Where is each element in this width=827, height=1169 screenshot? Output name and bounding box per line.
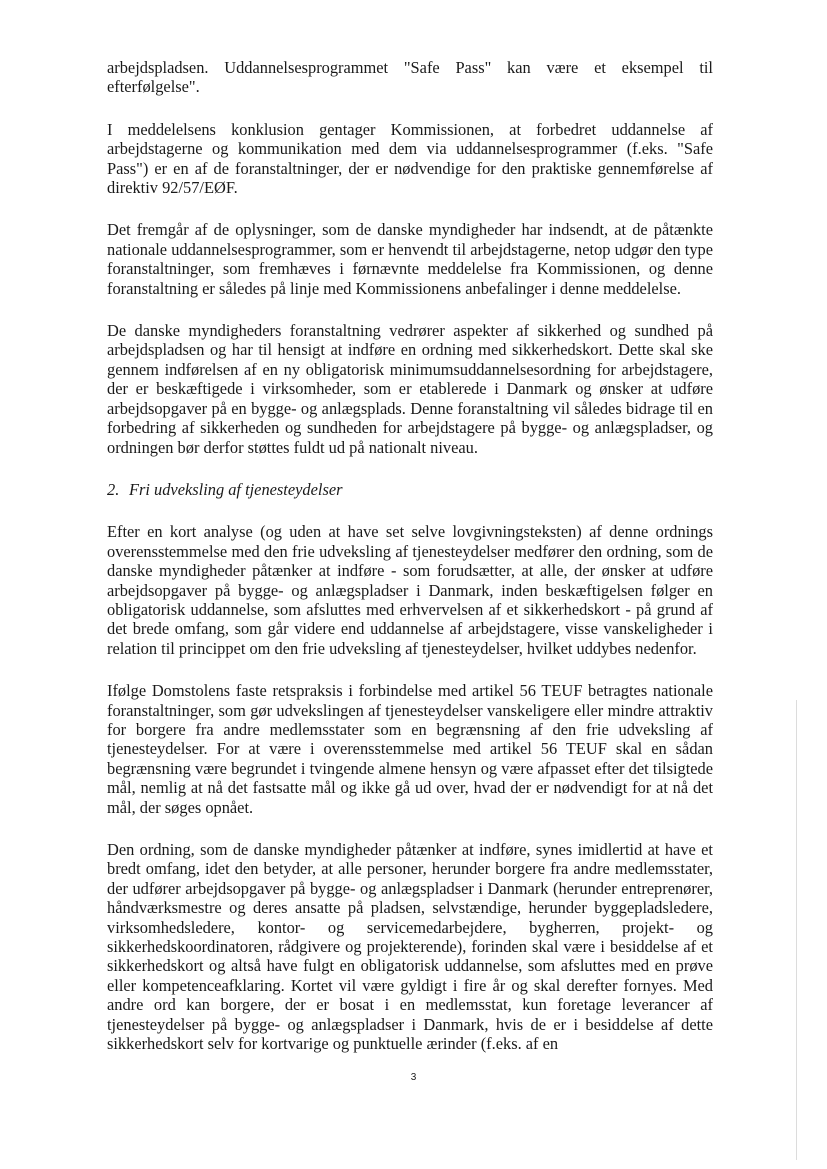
paragraph-2: I meddelelsens konklusion gentager Kommissionen, at forbedret uddannelse af arbejdstagerne og kommunikation med dem via uddannelsesprogrammer (f.eks. "Safe Pass") er en af de foranstaltninger, der er nødvendige for den praktiske gennemførelse af direktiv 92/57/EØF.	[107, 119, 713, 198]
paragraph-1: arbejdspladsen. Uddannelsesprogrammet "Safe Pass" kan være et eksempel til efterfølgelse".	[107, 58, 713, 97]
paragraph-5: Efter en kort analyse (og uden at have set selve lovgivningsteksten) af denne ordnings overensstemmelse med den frie udveksling af tjenesteydelser medfører den ordning, som de danske myndigheder påtænker at indføre - som forudsætter, at alle, der ønsker at udføre arbejdsopgaver på bygge- og anlægspladser i Danmark, inden beskæftigelsen følger en obligatorisk uddannelse, som afsluttes med erhvervelsen af et sikkerhedskort - på grund af det brede omfang, som går videre end uddannelse af arbejdstagere, visse vanskeligheder i relation til princippet om den frie udveksling af tjenesteydelser, hvilket uddybes nedenfor.	[107, 522, 713, 658]
section-heading	[107, 480, 713, 499]
paragraph-4: De danske myndigheders foranstaltning vedrører aspekter af sikkerhed og sundhed på arbejdspladsen og har til hensigt at indføre en ordning med sikkerhedskort. Dette skal ske gennem indførelsen af en ny obligatorisk minimumsuddannelsesordning for arbejdstagere, der er beskæftigede i virksomheder, som er etablerede i Danmark og ønsker at udføre arbejdsopgaver på en bygge- og anlægsplads. Denne foranstaltning vil således bidrage til en forbedring af sikkerheden og sundheden for arbejdstagere på bygge- og anlægspladser, og ordningen bør derfor støttes fuldt ud på nationalt niveau.	[107, 321, 713, 457]
paragraph-6: Ifølge Domstolens faste retspraksis i forbindelse med artikel 56 TEUF betragtes nationale foranstaltninger, som gør udvekslingen af tjenesteydelser vanskeligere eller mindre attraktiv for borgere fra andre medlemsstater som en begrænsning af den frie udveksling af tjenesteydelser. For at være i overensstemmelse med artikel 56 TEUF skal en sådan begrænsning være begrundet i tvingende almene hensyn og være afpasset efter det tilsigtede mål, nemlig at nå det fastsatte mål og ikke gå ud over, hvad der er nødvendigt for at nå det mål, der søges opnået.	[107, 681, 713, 817]
section-number: 2.	[107, 479, 120, 499]
paragraph-7: Den ordning, som de danske myndigheder påtænker at indføre, synes imidlertid at have et bredt omfang, idet den betyder, at alle personer, herunder borgere fra andre medlemsstater, der udfører arbejdsopgaver på bygge- og anlægspladser i Danmark (herunder entreprenører, håndværksmestre og deres ansatte på pladsen, selvstændige, herunder byggepladsledere, virksomhedsledere, kontor- og servicemedarbejdere, bygherren, projekt- og sikkerhedskoordinatoren, rådgivere og projekterende), forinden skal være i besiddelse af et sikkerhedskort og altså have fulgt en obligatorisk uddannelse, som afsluttes med en prøve eller kompetenceafklaring. Kortet vil være gyldigt i fire år og skal derefter fornyes. Med andre ord kan borgere, der er bosat i en medlemsstat, kun foretage leverancer af tjenesteydelser på bygge- og anlægspladser i Danmark, hvis de er i besiddelse af dette sikkerhedskort selv for kortvarige og punktuelle ærinder (f.eks. af en	[107, 840, 713, 1054]
section-title: Fri udveksling af tjenesteydelser	[129, 479, 343, 499]
scan-artifact-line	[796, 700, 797, 1160]
document-page	[107, 58, 713, 1076]
paragraph-3: Det fremgår af de oplysninger, som de danske myndigheder har indsendt, at de påtænkte nationale uddannelsesprogrammer, som er henvendt til arbejdstagerne, netop udgør den type foranstaltninger, som fremhæves i førnævnte meddelelse fra Kommissionen, og denne foranstaltning er således på linje med Kommissionens anbefalinger i denne meddelelse.	[107, 220, 713, 298]
page-number: 3	[410, 1072, 417, 1083]
